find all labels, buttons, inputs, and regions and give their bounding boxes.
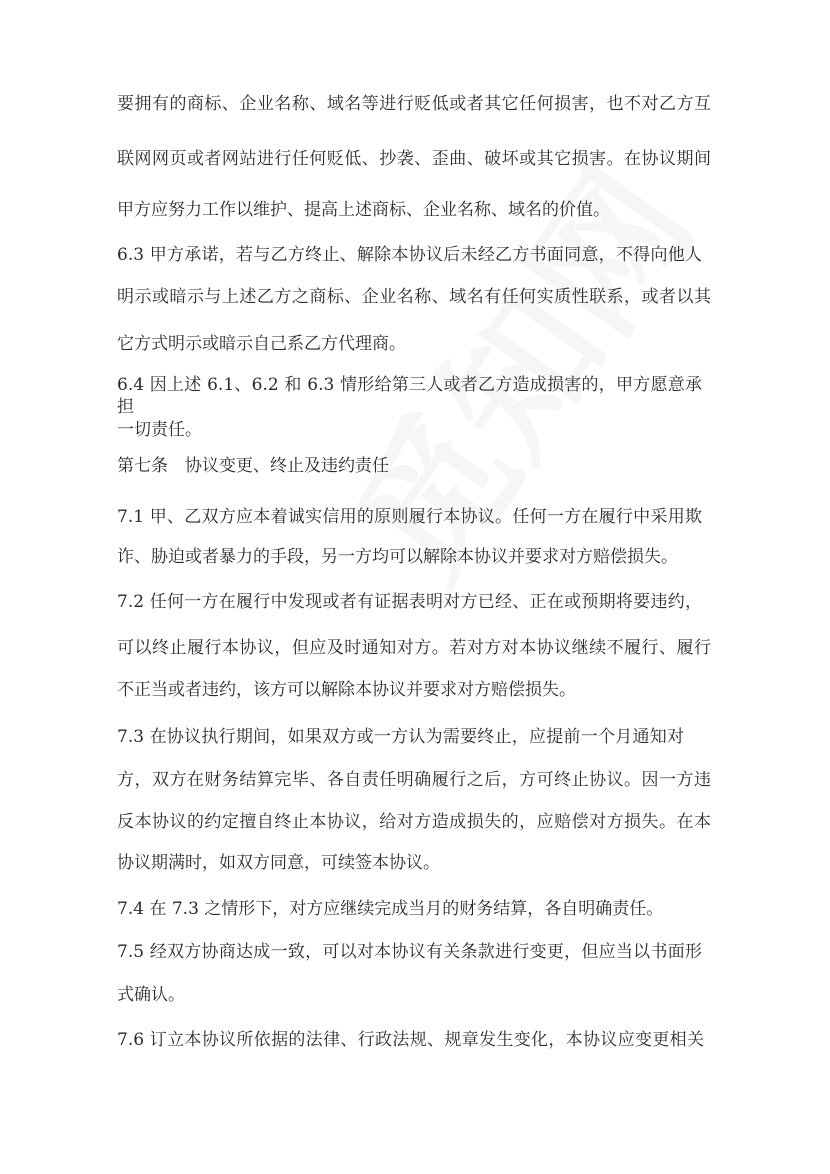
paragraph-line: 7.5 经双方协商达成一致，可以对本协议有关条款进行变更，但应当以书面形 [117, 942, 702, 962]
paragraph-line: 方，双方在财务结算完毕、各自责任明确履行之后，方可终止协议。因一方违 [117, 770, 711, 790]
paragraph-line: 式确认。 [117, 985, 185, 1005]
paragraph-line: 6.3 甲方承诺，若与乙方终止、解除本协议后未经乙方书面同意，不得向他人 [117, 245, 702, 265]
paragraph-line: 7.4 在 7.3 之情形下，对方应继续完成当月的财务结算，各自明确责任。 [117, 899, 664, 919]
paragraph-line: 协议期满时，如双方同意，可续签本协议。 [117, 853, 440, 873]
paragraph-line: 7.2 任何一方在履行中发现或者有证据表明对方已经、正在或预期将要违约， [117, 592, 702, 612]
paragraph-line: 一切责任。 [117, 420, 202, 440]
paragraph-line: 诈、胁迫或者暴力的手段，另一方均可以解除本协议并要求对方赔偿损失。 [117, 547, 678, 567]
paragraph-line: 7.3 在协议执行期间，如果双方或一方认为需要终止，应提前一个月通知对 [117, 727, 684, 747]
paragraph-line: 要拥有的商标、企业名称、域名等进行贬低或者其它任何损害，也不对乙方互 [117, 94, 711, 114]
paragraph-line: 7.1 甲、乙双方应本着诚实信用的原则履行本协议。任何一方在履行中采用欺 [117, 507, 702, 527]
paragraph-line: 不正当或者违约，该方可以解除本协议并要求对方赔偿损失。 [117, 680, 576, 700]
paragraph-line: 6.4 因上述 6.1、6.2 和 6.3 情形给第三人或者乙方造成损害的，甲方愿意承担 [117, 375, 702, 417]
paragraph-line: 可以终止履行本协议，但应及时通知对方。若对方对本协议继续不履行、履行 [117, 638, 711, 658]
paragraph-line: 联网网页或者网站进行任何贬低、抄袭、歪曲、破坏或其它损害。在协议期间 [117, 149, 711, 169]
paragraph-line: 7.6 订立本协议所依据的法律、行政法规、规章发生变化，本协议应变更相关 [117, 1030, 704, 1050]
paragraph-line: 甲方应努力工作以维护、提高上述商标、企业名称、域名的价值。 [117, 200, 610, 220]
paragraph-line: 明示或暗示与上述乙方之商标、企业名称、域名有任何实质性联系，或者以其 [117, 287, 711, 307]
paragraph-line: 它方式明示或暗示自己系乙方代理商。 [117, 334, 406, 354]
paragraph-line: 反本协议的约定擅自终止本协议，给对方造成损失的，应赔偿对方损失。在本 [117, 812, 711, 832]
section-heading: 第七条 协议变更、终止及违约责任 [117, 456, 389, 476]
